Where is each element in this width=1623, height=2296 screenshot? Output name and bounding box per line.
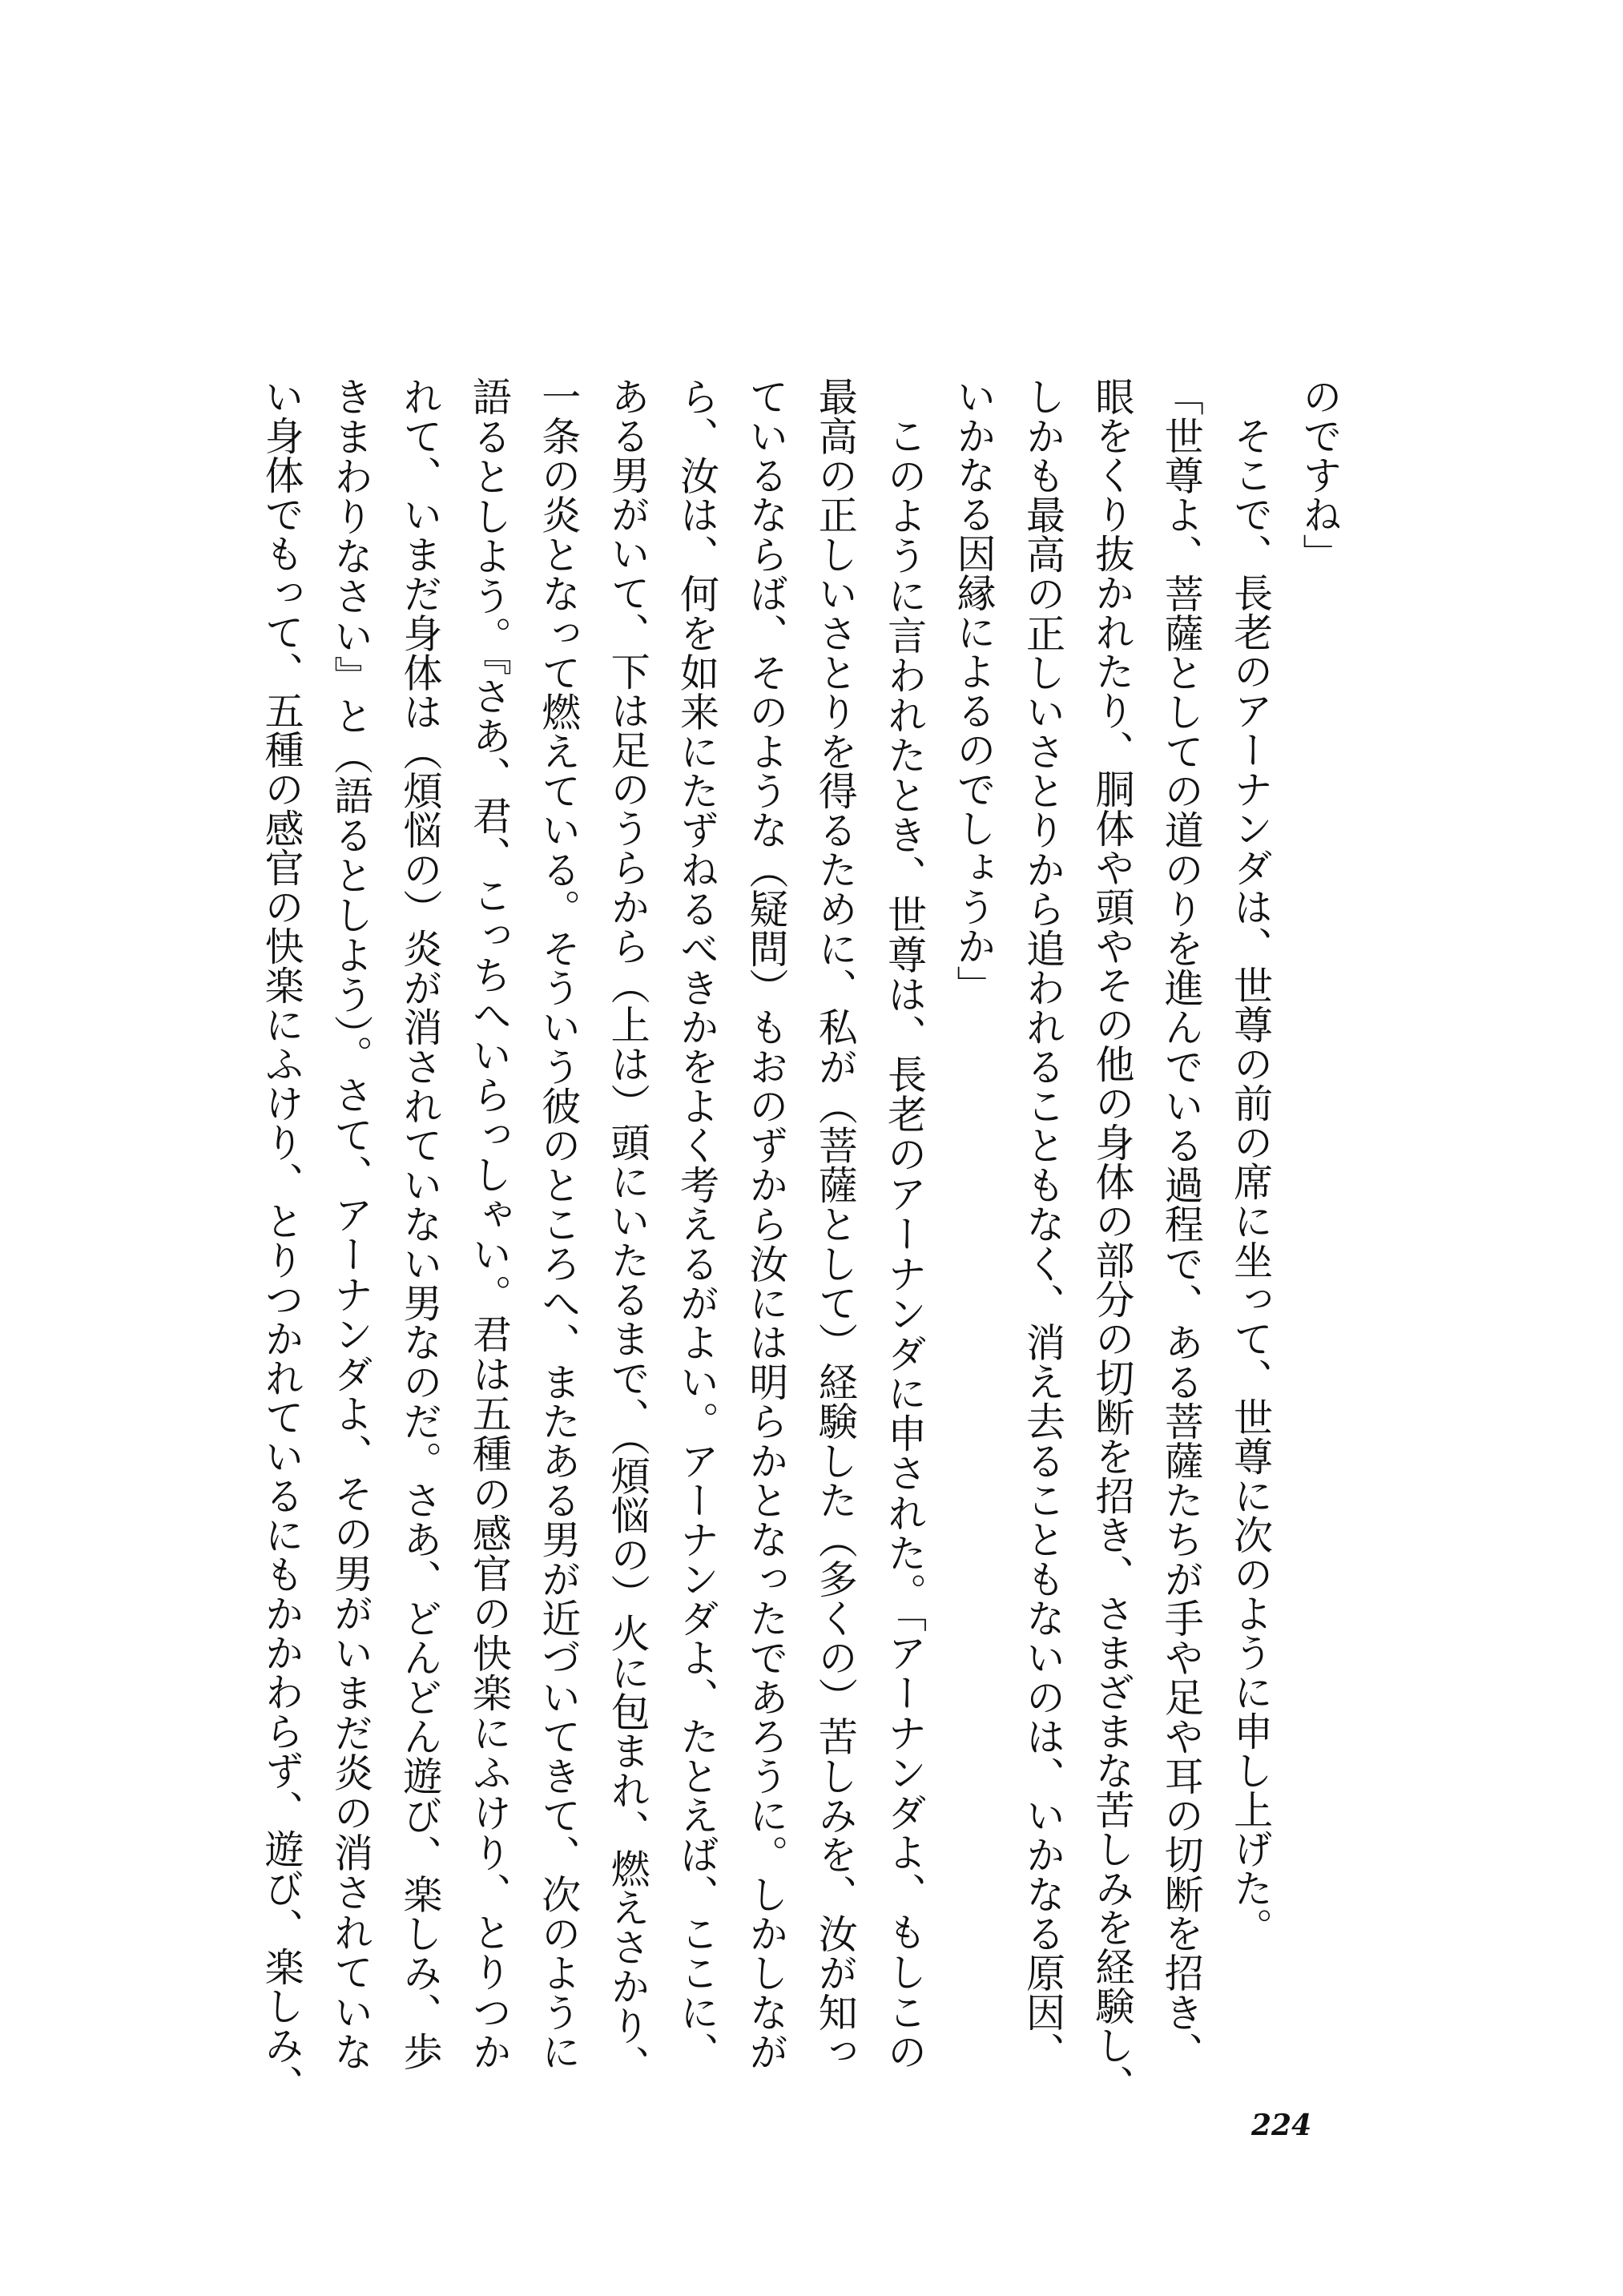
text-column: のですね」 xyxy=(1297,377,1343,573)
text-column: きまわりなさい』と（語るとしよう）。さて、アーナンダよ、その男がいまだ炎の消されていな xyxy=(328,377,374,2071)
text-column: ら、汝は、何を如来にたずねるべきかをよく考えるがよい。アーナンダよ、たとえば、ここに、 xyxy=(674,377,720,2071)
text-column: このように言われたとき、世尊は、長老のアーナンダに申された。「アーナンダよ、もしこの xyxy=(881,416,928,2071)
text-column: 眼をくり抜かれたり、胴体や頭やその他の身体の部分の切断を招き、さまざまな苦しみを経験し、 xyxy=(1089,377,1135,2104)
text-column: そこで、長老のアーナンダは、世尊の前の席に坐って、世尊に次のように申し上げた。 xyxy=(1227,416,1274,1947)
text-column: 一条の炎となって燃えている。そういう彼のところへ、またある男が近づいてきて、次のように xyxy=(535,377,582,2071)
text-column: い身体でもって、五種の感官の快楽にふけり、とりつかれているにもかかわらず、遊び、楽しみ、 xyxy=(259,377,305,2104)
text-column: ある男がいて、下は足のうらから（上は）頭にいたるまで、（煩悩の）火に包まれ、燃えさかり、 xyxy=(605,377,651,2085)
vertical-text-body xyxy=(244,377,1354,2104)
text-column: ているならば、そのような（疑問）もおのずから汝には明らかとなったであろうに。しかしなが xyxy=(743,377,789,2071)
text-column: 「世尊よ、菩薩としての道のりを進んでいる過程で、ある菩薩たちが手や足や耳の切断を招き、 xyxy=(1158,377,1205,2071)
page-number: 224 xyxy=(1251,2109,1312,2142)
text-column: いかなる因縁によるのでしょうか」 xyxy=(951,377,997,1005)
text-column: れて、いまだ身体は（煩悩の）炎が消されていない男なのだ。さあ、どんどん遊び、楽しみ、歩 xyxy=(397,377,443,2071)
text-column: 最高の正しいさとりを得るために、私が（菩薩として）経験した（多くの）苦しみを、汝が知っ xyxy=(812,377,859,2071)
text-column: 語るとしよう。『さあ、君、こっちへいらっしゃい。君は五種の感官の快楽にふけり、とりつか xyxy=(466,377,513,2071)
text-column: しかも最高の正しいさとりから追われることもなく、消え去ることもないのは、いかなる原因、 xyxy=(1020,377,1066,2071)
